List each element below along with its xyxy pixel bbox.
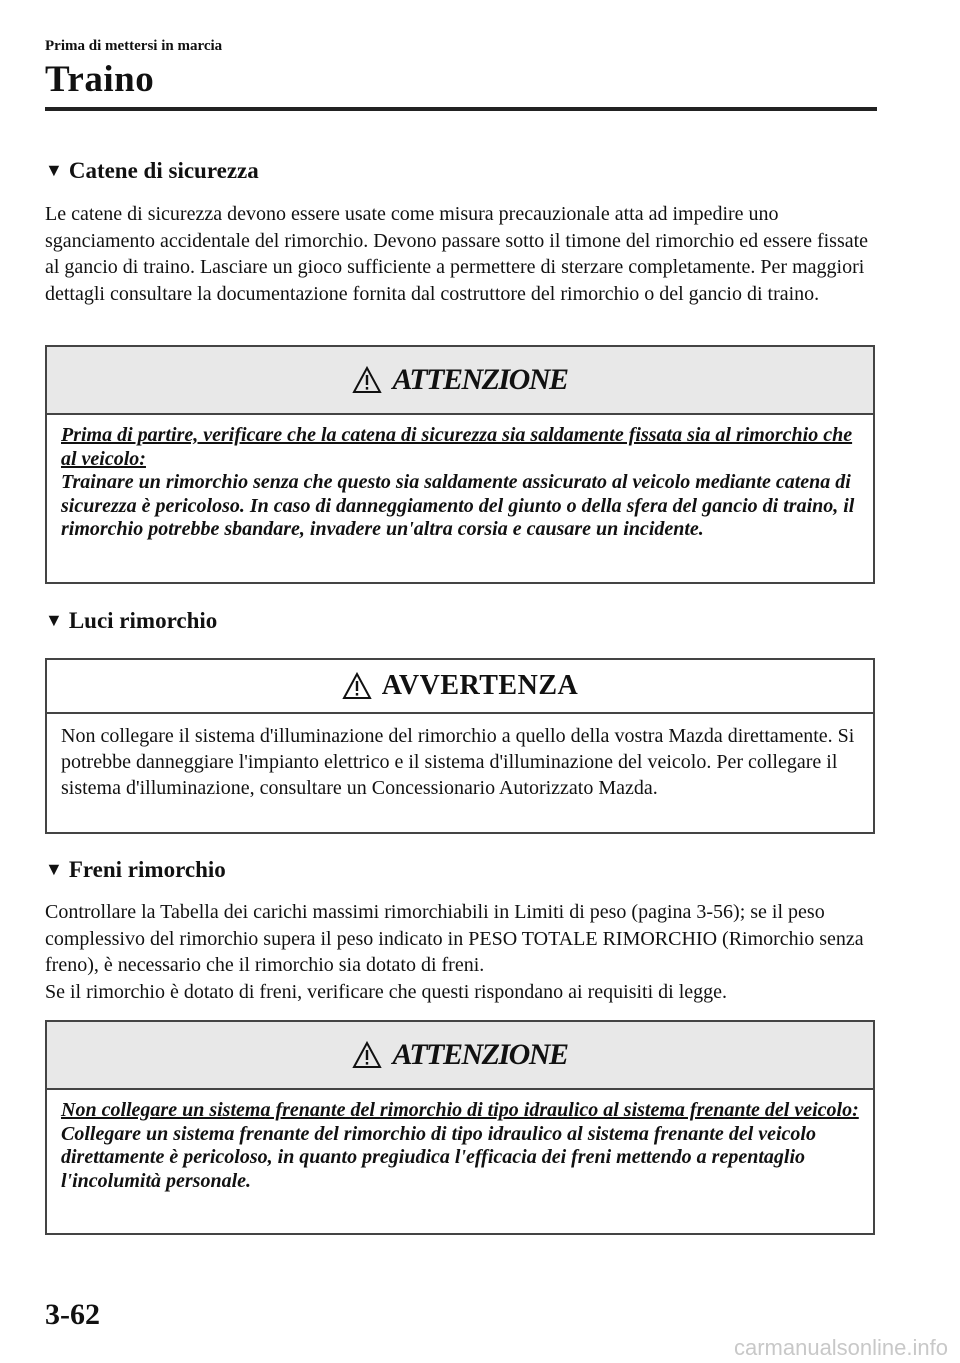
section-heading-text: Luci rimorchio [68, 608, 218, 633]
section-heading-text: Catene di sicurezza [68, 158, 259, 183]
caution-box-luci [45, 658, 875, 834]
triangle-down-icon: ▼ [45, 159, 63, 180]
section-heading-catene [45, 158, 259, 184]
warning-lead: Non collegare un sistema frenante del rimorchio di tipo idraulico al sistema frenante del veicolo: [61, 1099, 859, 1121]
caution-title: AVVERTENZA [381, 670, 579, 701]
triangle-down-icon: ▼ [45, 858, 63, 879]
warning-box-freni [45, 1020, 875, 1235]
warning-header [47, 1022, 873, 1090]
warning-text: Collegare un sistema frenante del rimorchio di tipo idraulico al sistema frenante del veicolo direttamente è pericoloso, in quanto pregiudica l'efficacia dei freni mettendo a repentaglio l'incolumità personale. [61, 1122, 816, 1192]
caution-text: Non collegare il sistema d'illuminazione del rimorchio a quello della vostra Mazda direttamente. Si potrebbe danneggiare l'impianto elettrico e il sistema d'illuminazione del veicolo. Per collegare il sistema d'illuminazione, consultare un Concessionario Autorizzato Mazda. [61, 725, 855, 799]
caution-header [47, 660, 873, 714]
warning-triangle-icon [352, 1041, 382, 1069]
warning-title: ATTENZIONE [392, 363, 568, 396]
paragraph: Controllare la Tabella dei carichi massimi rimorchiabili in Limiti di peso (pagina 3-56); se il peso complessivo del rimorchio supera il peso indicato in PESO TOTALE RIMORCHIO (Rimorchio senza freno), è necessario che il rimorchio sia dotato di freni. [45, 901, 864, 977]
section-heading-text: Freni rimorchio [68, 857, 226, 882]
page-number: 3-62 [45, 1298, 100, 1331]
warning-triangle-icon [352, 366, 382, 394]
warning-triangle-icon [342, 672, 372, 700]
freni-body [45, 899, 880, 1005]
warning-header [47, 347, 873, 415]
caution-body [47, 714, 873, 810]
paragraph: Le catene di sicurezza devono essere usate come misura precauzionale atta ad impedire uno sganciamento accidentale del rimorchio. Devono passare sotto il timone del rimorchio ed essere fissate al gancio di traino. Lasciare un gioco sufficiente a permettere di sterzare completamente. Per maggiori dettagli consultare la documentazione fornita dal costruttore del rimorchio o del gancio di traino. [45, 203, 869, 305]
triangle-down-icon: ▼ [45, 609, 63, 630]
catene-body [45, 201, 880, 307]
header-rule [45, 107, 877, 111]
section-heading-luci [45, 608, 217, 634]
paragraph: Se il rimorchio è dotato di freni, verificare che questi rispondano ai requisiti di legge. [45, 980, 728, 1003]
page-title: Traino [45, 59, 155, 100]
section-heading-freni [45, 857, 226, 883]
warning-body [47, 415, 873, 551]
header-section: Prima di mettersi in marcia [45, 38, 223, 54]
warning-box-catene [45, 345, 875, 584]
warning-body [47, 1090, 873, 1202]
warning-title: ATTENZIONE [392, 1038, 568, 1071]
warning-lead: Prima di partire, verificare che la catena di sicurezza sia saldamente fissata sia al rimorchio che al veicolo: [61, 424, 853, 470]
watermark: carmanualsonline.info [733, 1335, 948, 1360]
warning-text: Trainare un rimorchio senza che questo sia saldamente assicurato al veicolo mediante catena di sicurezza è pericoloso. In caso di danneggiamento del giunto o della sfera del gancio di traino, il rimorchio potrebbe sbandare, invadere un'altra corsia e causare un incidente. [61, 471, 855, 541]
